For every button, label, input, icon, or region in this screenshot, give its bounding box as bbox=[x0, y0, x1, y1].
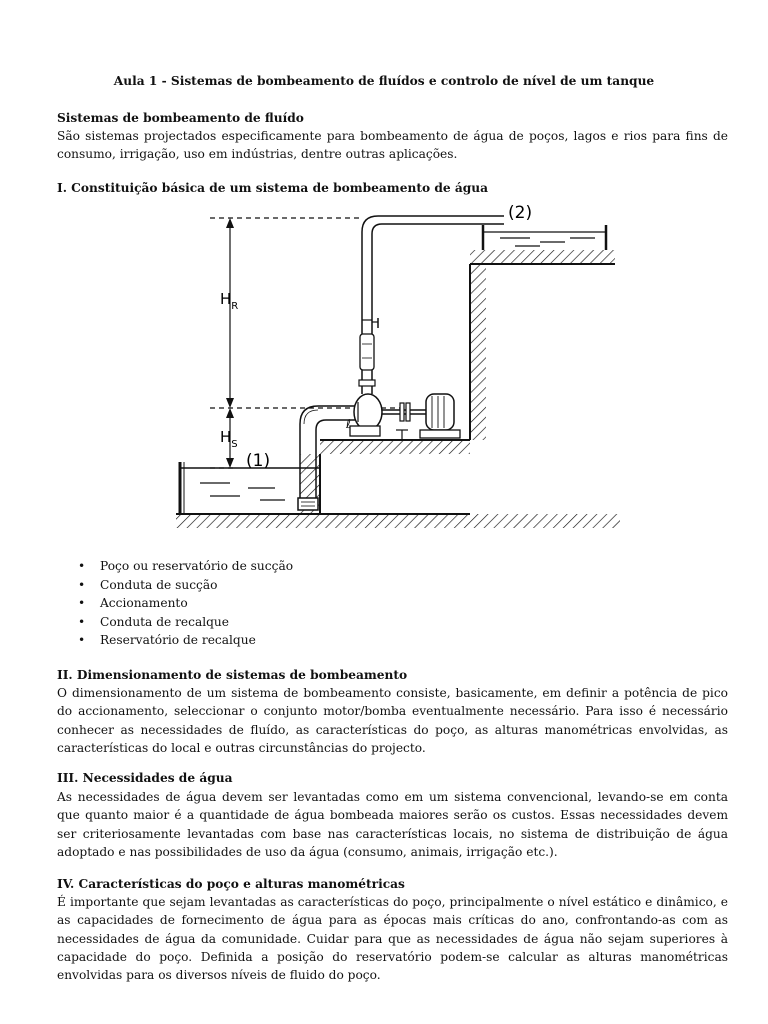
list-item: • Conduta de recalque bbox=[78, 613, 293, 632]
list-item: • Conduta de sucção bbox=[78, 576, 293, 595]
label-hs: $H_S$ bbox=[220, 428, 238, 450]
upper-ground bbox=[470, 250, 615, 440]
pump bbox=[345, 394, 382, 436]
page-title: Aula 1 - Sistemas de bombeamento de fluídos e controlo de nível de um tanque bbox=[113, 74, 655, 88]
heading-water-needs: III. Necessidades de água bbox=[57, 771, 233, 785]
label-hr: $H_R$ bbox=[220, 290, 239, 312]
hr-dimension bbox=[226, 218, 234, 408]
heading-dimensioning: II. Dimensionamento de sistemas de bombeamento bbox=[57, 668, 408, 682]
list-item: • Reservatório de recalque bbox=[78, 631, 293, 650]
list-item: • Accionamento bbox=[78, 594, 293, 613]
lower-ground bbox=[176, 514, 620, 528]
heading-basic-constitution: I. Constituição básica de um sistema de bombeamento de água bbox=[57, 181, 489, 195]
heading-pumping-systems: Sistemas de bombeamento de fluído bbox=[57, 111, 304, 125]
discharge-reservoir bbox=[483, 225, 606, 250]
middle-terrace bbox=[300, 440, 470, 514]
label-point-2: (2) bbox=[508, 203, 533, 223]
paragraph-intro: São sistemas projectados especificamente para bombeamento de água de poços, lagos e rios para fins de consumo, irrigação, uso em indústrias, dentre outras aplicações. bbox=[57, 129, 728, 162]
pumping-system-diagram bbox=[170, 198, 620, 543]
label-point-1: (1) bbox=[246, 451, 271, 471]
heading-well-characteristics: IV. Características do poço e alturas manométricas bbox=[57, 877, 405, 891]
coupling-shaft bbox=[382, 403, 426, 421]
paragraph-dimensioning: O dimensionamento de um sistema de bombeamento consiste, basicamente, em definir a potência de pico do accionamento, seleccionar o conjunto motor/bomba eventualmente necessário. Para isso é necessário conhecer as necessidades de fluído, as características do poço, as alturas manométricas envolvidas, as características do local e outras circunstâncias do projecto. bbox=[57, 686, 728, 755]
list-item: • Poço ou reservatório de sucção bbox=[78, 557, 293, 576]
svg-text:ℓ: ℓ bbox=[346, 417, 351, 431]
components-list bbox=[78, 557, 293, 650]
paragraph-water-needs: As necessidades de água devem ser levantadas como em um sistema convencional, levando-se em conta que quanto maior é a quantidade de água bombeada maiores serão os custos. Essas necessidades devem ser criteriosamente levantadas com base nas características locais, no sistema de distribuição de água adoptado e nas possibilidades de uso da água (consumo, animais, irrigação etc.). bbox=[57, 790, 728, 859]
paragraph-well-characteristics: É importante que sejam levantadas as características do poço, principalmente o nível estático e dinâmico, e as capacidades de fornecimento de água para as épocas mais críticas do ano, confrontando-as com as necessidades de água da comunidade. Cuidar para que as necessidades de água não sejam superiores à capacidade do poço. Definida a posição do reservatório podem-se calcular as alturas manométricas envolvidas para os diversos níveis de fluido do poço. bbox=[57, 895, 728, 983]
